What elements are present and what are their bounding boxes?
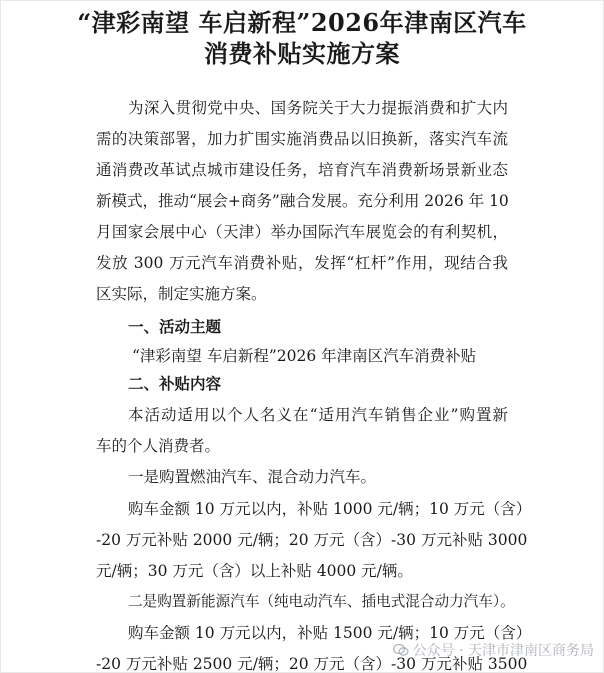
item-1-line-3: 元/辆；30 万元（含）以上补贴 4000 元/辆。 xyxy=(96,562,413,580)
watermark xyxy=(393,640,594,661)
item-2-heading: 二是购置新能源汽车（纯电动汽车、插电式混合动力汽车）。 xyxy=(128,593,515,610)
section-2-intro-line-2: 车的个人消费者。 xyxy=(96,437,221,455)
section-2-intro-line-1: 本活动适用以个人名义在“适用汽车销售企业”购置新 xyxy=(128,406,508,424)
intro-line-1: 为深入贯彻党中央、国务院关于大力提振消费和扩大内 xyxy=(128,99,508,117)
section-2-heading: 二、补贴内容 xyxy=(128,374,222,393)
wechat-icon xyxy=(393,643,409,661)
item-2-line-1: 购车金额 10 万元以内，补贴 1500 元/辆；10 万元（含） xyxy=(128,624,532,642)
item-1-heading: 一是购置燃油汽车、混合动力汽车。 xyxy=(128,468,377,486)
section-1-text: “津彩南望 车启新程”2026 年津南区汽车消费补贴 xyxy=(132,347,477,365)
intro-line-6: 发放 300 万元汽车消费补贴，发挥“杠杆”作用，现结合我 xyxy=(96,254,508,272)
intro-line-7: 区实际，制定实施方案。 xyxy=(96,285,267,303)
document-title-line-1: “津彩南望 车启新程”2026年津南区汽车 xyxy=(77,8,527,37)
item-1-line-2: -20 万元补贴 2000 元/辆；20 万元（含）-30 万元补贴 3000 xyxy=(96,531,528,549)
watermark-text: 公众号 · 天津市津南区商务局 xyxy=(412,643,594,659)
section-1-heading: 一、活动主题 xyxy=(128,317,222,336)
intro-line-3: 通消费改革试点城市建设任务，培育汽车消费新场景新业态 xyxy=(96,161,508,179)
document-title-line-2: 消费补贴实施方案 xyxy=(204,39,400,68)
item-1-line-1: 购车金额 10 万元以内，补贴 1000 元/辆；10 万元（含） xyxy=(128,500,532,518)
item-2-line-2: -20 万元补贴 2500 元/辆；20 万元（含）-30 万元补贴 3500 xyxy=(96,655,528,673)
intro-line-4: 新模式，推动“展会+商务”融合发展。充分利用 2026 年 10 xyxy=(96,192,509,210)
intro-line-5: 月国家会展中心（天津）举办国际汽车展览会的有利契机， xyxy=(96,223,508,241)
intro-line-2: 需的决策部署，加力扩围实施消费品以旧换新，落实汽车流 xyxy=(96,130,508,148)
